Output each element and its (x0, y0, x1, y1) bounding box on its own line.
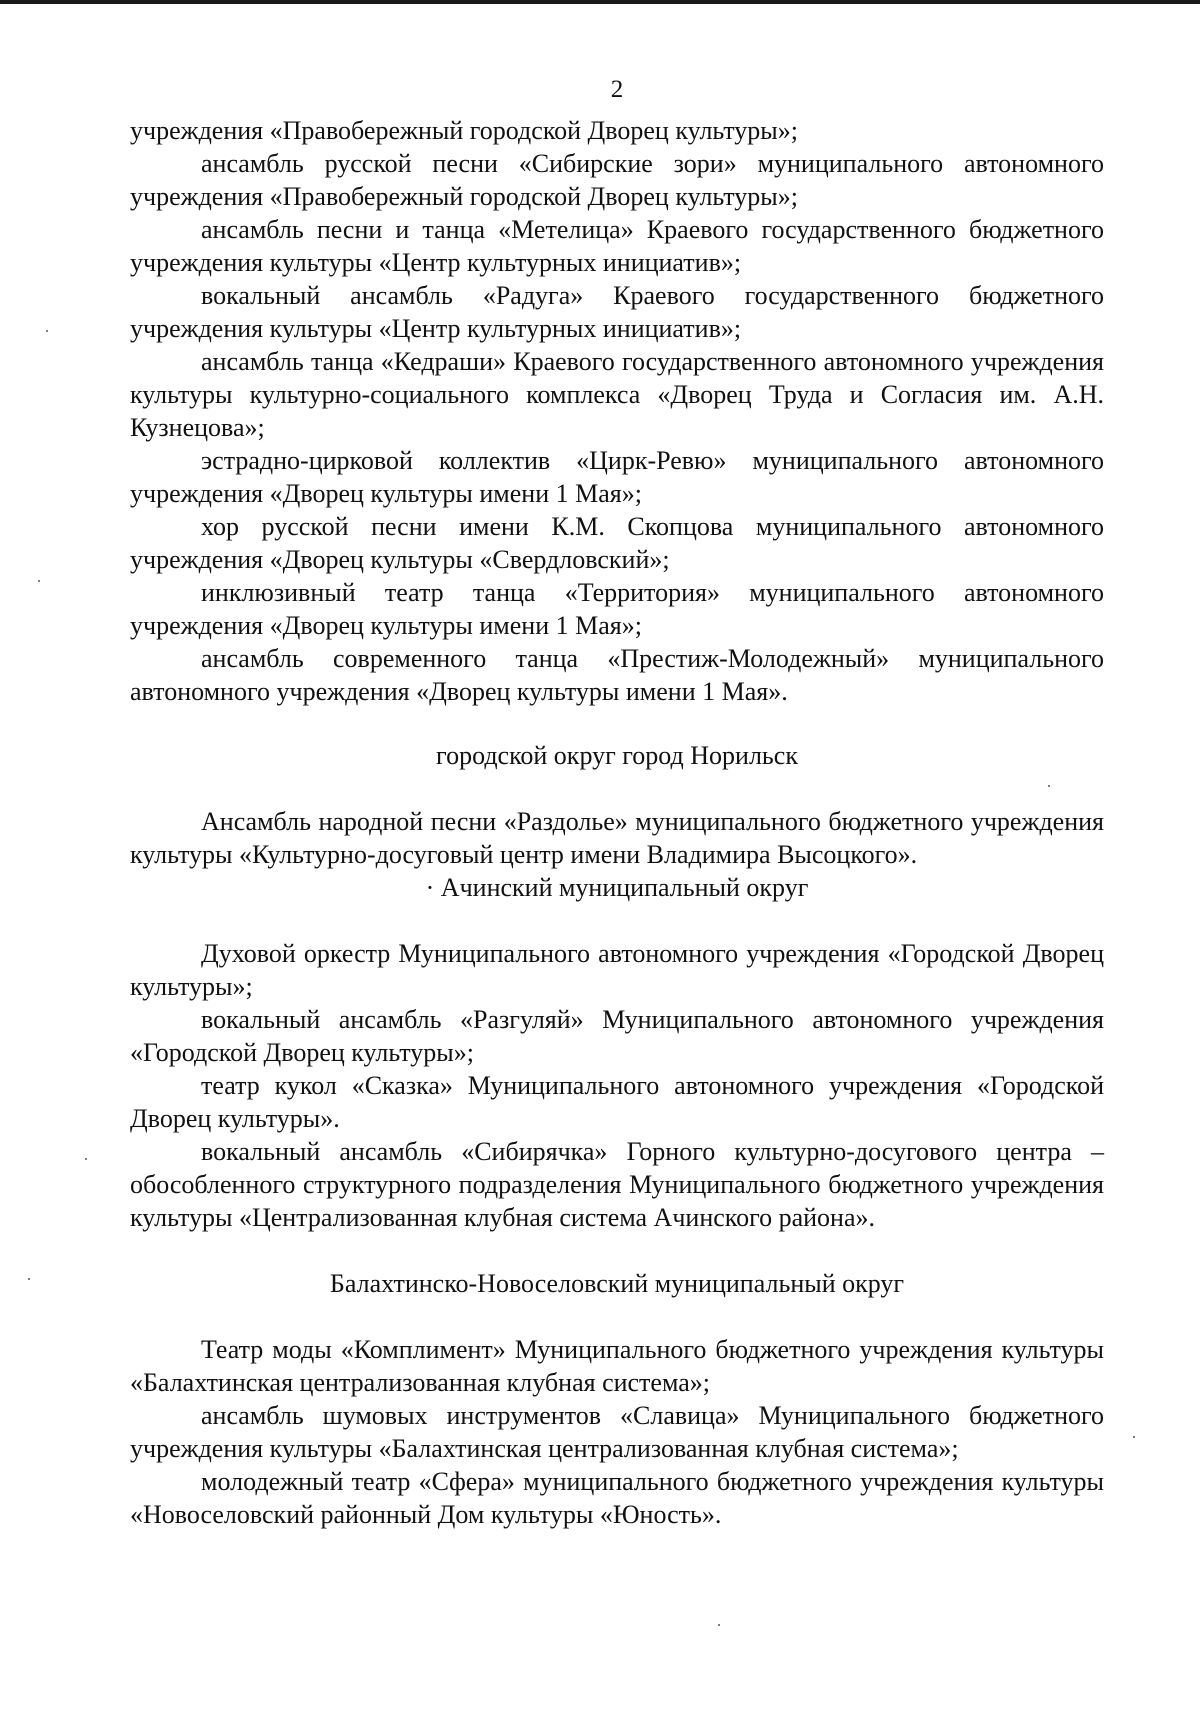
paragraph: молодежный театр «Сфера» муниципального бюджетного учреждения культуры «Новоселовский районный Дом культуры «Юность». (130, 1467, 1104, 1529)
scan-speck (1048, 785, 1050, 787)
paragraph: Духовой оркестр Муниципального автономного учреждения «Городской Дворец культуры»; (130, 939, 1104, 1001)
paragraph: хор русской песни имени К.М. Скопцова муниципального автономного учреждения «Дворец культуры «Свердловский»; (130, 512, 1104, 574)
section-heading-balakhta: Балахтинско-Новоселовский муниципальный округ (329, 1269, 905, 1298)
paragraph: театр кукол «Сказка» Муниципального автономного учреждения «Городской Дворец культуры». (130, 1071, 1104, 1133)
paragraph: вокальный ансамбль «Сибирячка» Горного культурно-досугового центра – обособленного структурного подразделения Муниципального бюджетного учреждения культуры «Централизованная клубная система Ачинского района». (130, 1137, 1104, 1232)
scan-speck (28, 1278, 30, 1280)
section-balakhta-list (130, 1333, 1104, 1531)
paragraph: Ансамбль народной песни «Раздолье» муниципального бюджетного учреждения культуры «Культурно-досуговый центр имени Владимира Высоцкого». (130, 807, 1104, 869)
paragraph: вокальный ансамбль «Разгуляй» Муниципального автономного учреждения «Городской Дворец культуры»; (130, 1005, 1104, 1067)
section-heading-achinsk: · Ачинский муниципальный округ (425, 873, 809, 902)
paragraph: ансамбль шумовых инструментов «Славица» Муниципального бюджетного учреждения культуры «Балахтинская централизованная клубная система»; (130, 1401, 1104, 1463)
document-page (130, 70, 1104, 1531)
scan-speck (85, 1158, 87, 1160)
section-heading-norilsk: городской округ город Норильск (436, 741, 798, 770)
paragraph: ансамбль песни и танца «Метелица» Краевого государственного бюджетного учреждения культуры «Центр культурных инициатив»; (130, 215, 1104, 277)
scan-speck (46, 330, 48, 332)
scan-top-border (0, 0, 1200, 4)
paragraph: учреждения «Правобережный городской Дворец культуры»; (130, 116, 799, 145)
section-norilsk-list (130, 805, 1104, 871)
scan-speck (1133, 1436, 1135, 1438)
paragraph: ансамбль современного танца «Престиж-Молодежный» муниципального автономного учреждения «Дворец культуры имени 1 Мая». (130, 644, 1104, 706)
paragraph: эстрадно-цирковой коллектив «Цирк-Ревю» муниципального автономного учреждения «Дворец культуры имени 1 Мая»; (130, 446, 1104, 508)
paragraph: инклюзивный театр танца «Территория» муниципального автономного учреждения «Дворец культуры имени 1 Мая»; (130, 578, 1104, 640)
paragraph: ансамбль русской песни «Сибирские зори» муниципального автономного учреждения «Правобережный городской Дворец культуры»; (130, 149, 1104, 211)
scan-speck (38, 580, 40, 582)
page-number: 2 (610, 76, 624, 103)
paragraph: Театр моды «Комплимент» Муниципального бюджетного учреждения культуры «Балахтинская централизованная клубная система»; (130, 1335, 1104, 1397)
paragraph: вокальный ансамбль «Радуга» Краевого государственного бюджетного учреждения культуры «Центр культурных инициатив»; (130, 281, 1104, 343)
paragraph: ансамбль танца «Кедраши» Краевого государственного автономного учреждения культуры культурно-социального комплекса «Дворец Труда и Согласия им. А.Н. Кузнецова»; (130, 347, 1104, 442)
section-krasnoyarsk-list (130, 114, 1104, 708)
scan-speck (718, 1624, 720, 1626)
section-achinsk-list (130, 937, 1104, 1234)
